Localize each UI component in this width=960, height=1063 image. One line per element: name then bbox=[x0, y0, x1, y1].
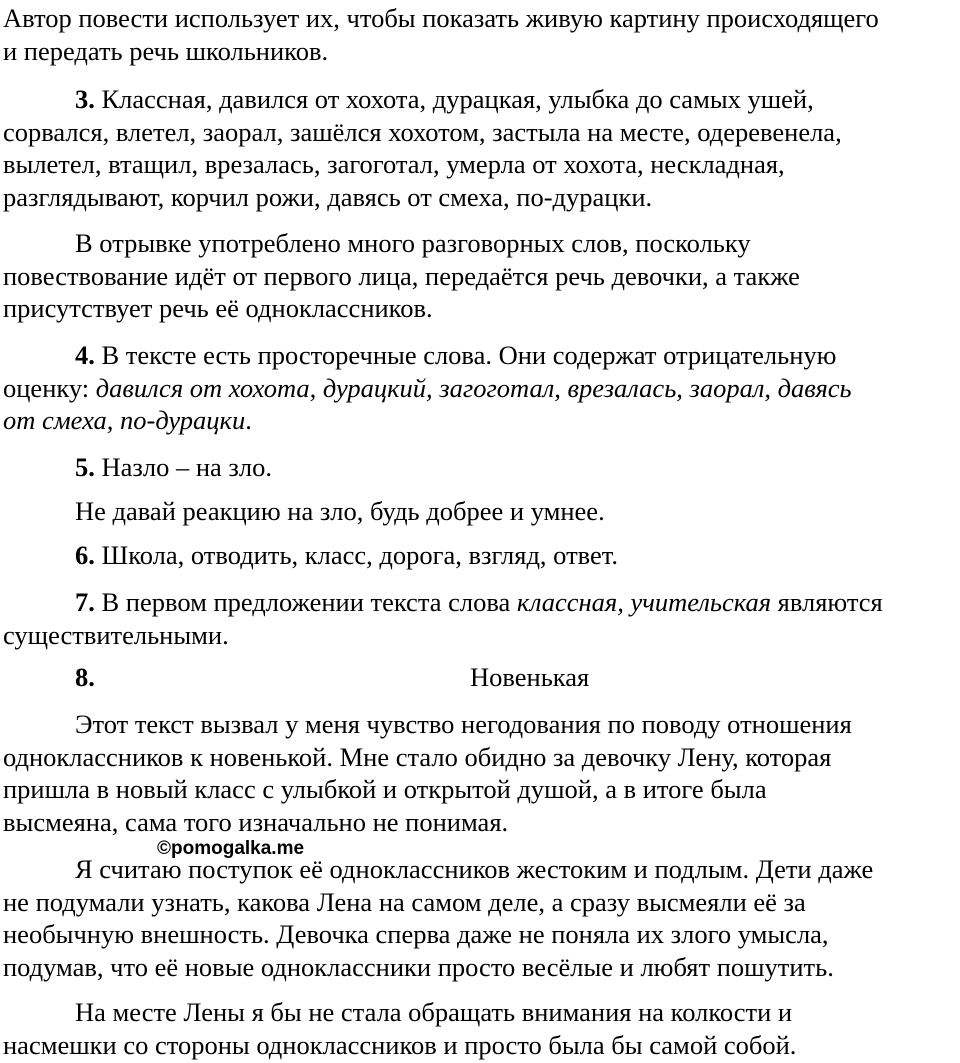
text-span: В первом предложении текста слова bbox=[94, 587, 517, 617]
answer-5 bbox=[3, 451, 958, 484]
text-line: Автор повести использует их, чтобы показать живую картину происходящего bbox=[3, 3, 879, 33]
text-line: не подумали узнать, какова Лена на самом деле, а сразу высмеяли её за bbox=[3, 886, 806, 917]
essay-paragraph-2 bbox=[3, 853, 958, 983]
answer-number: 4. bbox=[75, 340, 95, 370]
answer-number: 5. bbox=[75, 452, 95, 482]
text-line: Я считаю поступок её одноклассников жестоким и подлым. Дети даже bbox=[75, 854, 874, 884]
answer-4 bbox=[3, 339, 958, 437]
essay-paragraph-1 bbox=[3, 708, 958, 838]
italic-words: давился от хохота, дурацкий, загоготал, врезалась, заорал, давясь bbox=[95, 372, 852, 403]
paragraph-intro bbox=[3, 2, 958, 67]
text-span: . bbox=[245, 405, 252, 435]
text-line: вылетел, втащил, врезалась, загоготал, умерла от хохота, нескладная, bbox=[3, 149, 785, 179]
answer-number: 8. bbox=[75, 662, 95, 692]
text-line bbox=[3, 586, 958, 619]
text-line: разглядывают, корчил рожи, давясь от смеха, по-дурацки. bbox=[3, 181, 653, 212]
text-line: сорвался, влетел, заорал, зашёлся хохотом, застыла на месте, одеревенела, bbox=[3, 116, 842, 147]
text-line: В отрывке употреблено много разговорных слов, поскольку bbox=[75, 228, 751, 258]
text-span: оценку: bbox=[3, 372, 96, 403]
text-line: пришла в новый класс с улыбкой и открытой душой, а в итоге была bbox=[3, 774, 767, 804]
text-span: Назло – на зло. bbox=[94, 452, 272, 482]
answer-6 bbox=[3, 539, 958, 572]
text-line bbox=[3, 339, 958, 372]
text-span: В тексте есть просторечные слова. Они содержат отрицательную bbox=[94, 340, 837, 370]
italic-words: от смеха, по-дурацки bbox=[3, 405, 246, 435]
text-line bbox=[3, 83, 958, 116]
text-line bbox=[3, 451, 958, 484]
text-line: Этот текст вызвал у меня чувство негодования по поводу отношения bbox=[75, 709, 852, 739]
text-span: Школа, отводить, класс, дорога, взгляд, ответ. bbox=[94, 540, 618, 570]
answer-3-explanation bbox=[3, 227, 958, 325]
text-line: одноклассников к новенькой. Мне стало обидно за девочку Лену, которая bbox=[3, 741, 832, 772]
text-line: Не давай реакцию на зло, будь добрее и умнее. bbox=[75, 496, 605, 526]
answer-5-explanation bbox=[3, 495, 958, 528]
text-line bbox=[3, 372, 958, 405]
text-line: высмеяна, сама того изначально не понимая. bbox=[3, 806, 509, 837]
text-line bbox=[3, 404, 958, 437]
text-span: Классная, давился от хохота, дурацкая, улыбка до самых ушей, bbox=[94, 84, 814, 114]
text-line: На месте Лены я бы не стала обращать внимания на колкости и bbox=[75, 997, 793, 1027]
text-line: повествование идёт от первого лица, передаётся речь девочки, а также bbox=[3, 260, 800, 291]
text-line: существительными. bbox=[3, 619, 229, 650]
answer-number: 6. bbox=[75, 540, 95, 570]
essay-paragraph-3 bbox=[3, 996, 958, 1061]
essay-title: Новенькая bbox=[470, 662, 590, 692]
text-span: являются bbox=[771, 587, 883, 617]
italic-words: классная, учительская bbox=[516, 587, 772, 617]
text-line: присутствует речь её одноклассников. bbox=[3, 293, 433, 323]
text-line: подумав, что её новые одноклассники просто весёлые и любят пошутить. bbox=[3, 951, 834, 982]
answer-number: 7. bbox=[75, 587, 95, 617]
answer-3 bbox=[3, 83, 958, 213]
text-line: необычную внешность. Девочка сперва даже не поняла их злого умысла, bbox=[3, 919, 829, 949]
watermark: ©pomogalka.me bbox=[157, 838, 305, 859]
text-line: и передать речь школьников. bbox=[3, 35, 329, 66]
answer-7 bbox=[3, 586, 958, 651]
text-line: насмешки со стороны одноклассников и просто была бы самой собой. bbox=[3, 1029, 797, 1060]
answer-number: 3. bbox=[75, 84, 95, 114]
text-line bbox=[3, 539, 958, 572]
